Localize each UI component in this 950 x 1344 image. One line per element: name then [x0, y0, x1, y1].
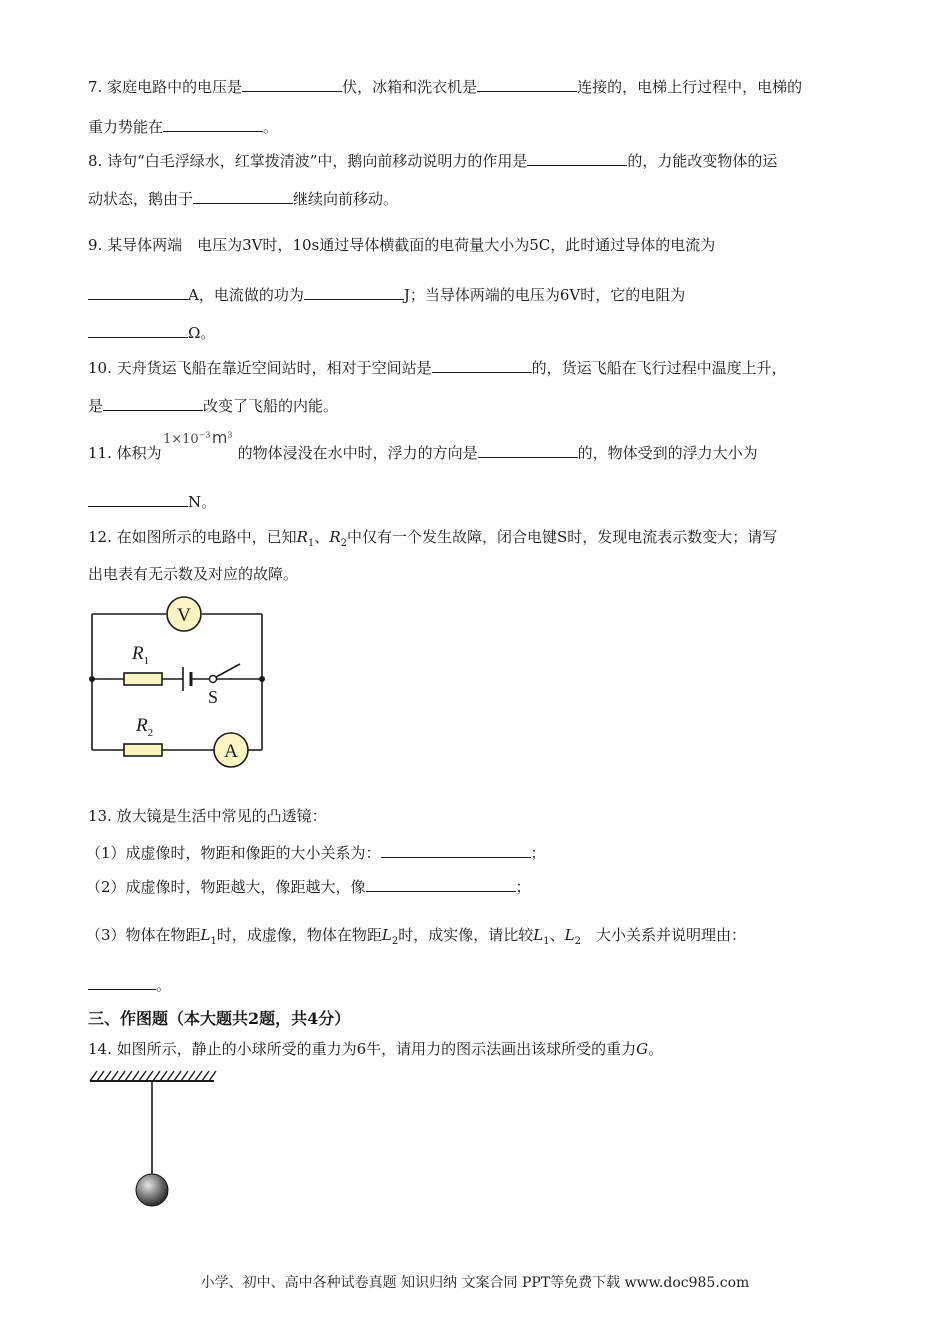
l1-subscript: 1 — [210, 936, 217, 947]
g-symbol: G — [636, 1040, 649, 1058]
q13-p3a: （3）物体在物距 — [86, 926, 201, 944]
r1-symbol: R — [296, 528, 308, 546]
l2-subscript: 2 — [391, 936, 399, 947]
answer-blank[interactable] — [88, 491, 188, 507]
question-13-part-2 — [86, 876, 531, 897]
q12-text-a: 12. 在如图所示的电路中，已知 — [88, 528, 297, 546]
q11-text-a: 11. 体积为 — [88, 444, 162, 462]
question-13-title — [88, 806, 327, 826]
q9-text-d: Ω。 — [188, 324, 216, 342]
r2-subscript: 2 — [340, 538, 347, 549]
answer-blank[interactable] — [527, 150, 627, 166]
answer-blank[interactable] — [103, 395, 203, 411]
q13-p3e: 大小关系并说明理由： — [580, 926, 746, 944]
q13-p3b: 时，成虚像，物体在物距 — [216, 926, 382, 944]
q9-text-b: A，电流做的功为 — [188, 286, 304, 304]
l-symbol: L — [533, 926, 544, 944]
question-13-part-3-answer — [88, 974, 171, 995]
question-10-line-2 — [88, 395, 338, 416]
switch-label: S — [207, 687, 219, 707]
q8-text-c: 动状态，鹅由于 — [88, 190, 194, 208]
voltmeter-label: V — [177, 605, 191, 626]
math-coefficient: 1×10 — [163, 432, 199, 447]
q12-text-b: 中仅有一个发生故障，闭合电键S时，发现电流表示数变大；请写 — [346, 528, 778, 546]
q13-p1-end: ； — [530, 844, 546, 862]
question-12-line-2 — [88, 564, 298, 584]
switch-pivot — [210, 676, 217, 683]
q9-text-a: 9. 某导体两端 电压为3V时，10s通过导体横截面的电荷量大小为5C，此时通过导体的电流为 — [88, 236, 716, 254]
q7-text-d: 重力势能在 — [88, 118, 164, 136]
q13-p3d: 、 — [549, 926, 565, 944]
math-unit: m — [211, 428, 228, 447]
question-10-line-1 — [88, 357, 787, 378]
question-13-part-3 — [86, 925, 746, 952]
q7-text-b: 伏，冰箱和洗衣机是 — [342, 78, 478, 96]
math-unit-exponent: 3 — [227, 430, 233, 440]
answer-blank[interactable] — [88, 284, 188, 300]
q11-text-b: 的物体浸没在水中时，浮力的方向是 — [237, 444, 478, 462]
question-12-line-1 — [88, 527, 777, 554]
ammeter-label: A — [224, 741, 238, 762]
question-13-part-1 — [86, 842, 546, 863]
q14-text-a: 14. 如图所示，静止的小球所受的重力为6牛，请用力的图示法画出该球所受的重力 — [88, 1040, 637, 1058]
l1-subscript: 1 — [543, 936, 550, 947]
question-8-line-1 — [88, 150, 777, 171]
q10-text-c: 是 — [88, 397, 104, 415]
r2-label: $R_2$ — [136, 715, 154, 739]
ball — [136, 1174, 168, 1206]
q7-text-c: 连接的，电梯上行过程中，电梯的 — [577, 78, 803, 96]
q13-p3-end: 。 — [156, 976, 172, 994]
q11-text-d: N。 — [188, 493, 217, 511]
q8-text-a: 8. 诗句“白毛浮绿水，红掌拨清波”中，鹅向前移动说明力的作用是 — [88, 152, 528, 170]
q12-text-c: 出电表有无示数及对应的故障。 — [88, 565, 299, 583]
q13-p2-end: ； — [515, 878, 531, 896]
l-symbol: L — [200, 926, 211, 944]
ceiling-hatching — [90, 1071, 216, 1081]
question-9-line-1 — [88, 235, 715, 255]
answer-blank[interactable] — [242, 76, 342, 92]
q8-text-d: 继续向前移动。 — [293, 190, 399, 208]
answer-blank[interactable] — [304, 284, 404, 300]
l2-subscript: 2 — [574, 936, 581, 947]
q13-title-text: 13. 放大镜是生活中常见的凸透镜： — [88, 807, 327, 825]
r1-subscript: 1 — [307, 538, 315, 549]
q10-text-b: 的，货运飞船在飞行过程中温度上升， — [531, 359, 787, 377]
answer-blank[interactable] — [88, 974, 156, 990]
answer-blank[interactable] — [381, 842, 531, 858]
q7-text-a: 7. 家庭电路中的电压是 — [88, 78, 243, 96]
answer-blank[interactable] — [477, 76, 577, 92]
answer-blank[interactable] — [366, 876, 516, 892]
question-9-line-3 — [88, 322, 215, 343]
question-14-line-1 — [88, 1039, 663, 1059]
circuit-diagram — [80, 592, 280, 782]
answer-blank[interactable] — [88, 322, 188, 338]
q13-p2-text: （2）成虚像时，物距越大，像距越大，像 — [86, 878, 366, 896]
separator: 、 — [314, 528, 330, 546]
l-symbol: L — [564, 926, 575, 944]
r1-resistor — [124, 673, 162, 685]
answer-blank[interactable] — [432, 357, 532, 373]
answer-blank[interactable] — [193, 188, 293, 204]
r2-symbol: R — [329, 528, 341, 546]
r2-resistor — [124, 744, 162, 756]
question-7-line-1 — [88, 76, 802, 97]
q8-text-b: 的，力能改变物体的运 — [627, 152, 778, 170]
question-11-line-2 — [88, 491, 216, 512]
math-exponent: −3 — [198, 430, 211, 440]
answer-blank[interactable] — [478, 442, 578, 458]
junction-dot-left — [89, 676, 95, 682]
q13-p3c: 时，成实像，请比较 — [398, 926, 534, 944]
q11-text-c: 的，物体受到的浮力大小为 — [577, 444, 758, 462]
junction-dot-right — [259, 676, 265, 682]
question-7-line-2 — [88, 116, 278, 137]
question-8-line-2 — [88, 188, 398, 209]
q9-text-c: J；当导体两端的电压为6V时，它的电阻为 — [403, 286, 686, 304]
hanging-ball-figure — [84, 1062, 224, 1212]
q10-text-d: 改变了飞船的内能。 — [203, 397, 339, 415]
q13-p1-text: （1）成虚像时，物距和像距的大小关系为： — [86, 844, 381, 862]
page-footer: 小学、初中、高中各种试卷真题 知识归纳 文案合同 PPT等免费下载 www.doc985.com — [200, 1275, 750, 1291]
r1-label: $R_1$ — [132, 643, 150, 667]
q14-text-b: 。 — [648, 1040, 664, 1058]
question-11-line-1 — [88, 442, 758, 463]
q7-text-e: 。 — [263, 118, 279, 136]
q10-text-a: 10. 天舟货运飞船在靠近空间站时，相对于空间站是 — [88, 359, 432, 377]
answer-blank[interactable] — [163, 116, 263, 132]
section-3-heading: 三、作图题（本大题共2题，共4分） — [88, 1009, 351, 1028]
question-9-line-2 — [88, 284, 685, 305]
l-symbol: L — [381, 926, 392, 944]
switch-blade — [216, 664, 240, 677]
